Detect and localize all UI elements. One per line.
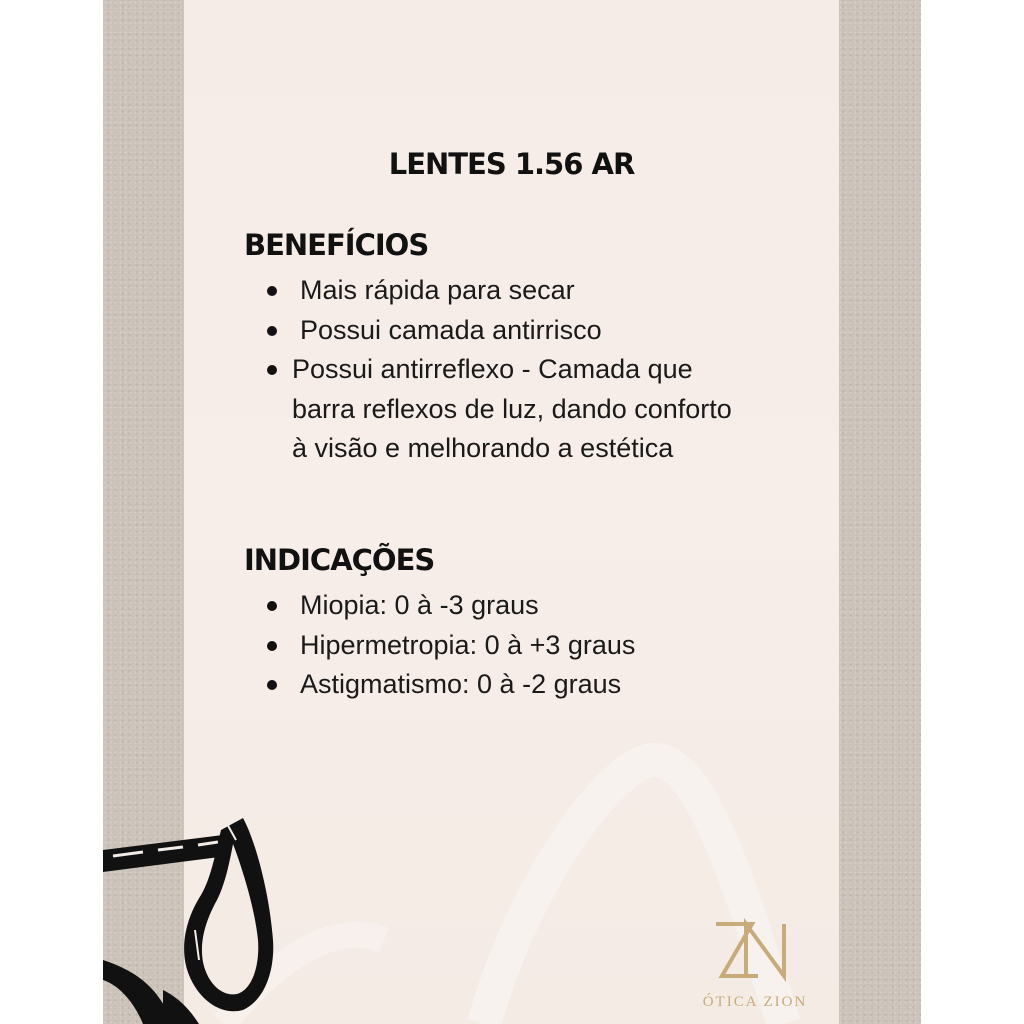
brand-logo — [700, 918, 810, 1018]
list-item — [262, 665, 782, 705]
brand-name: ÓTICA ZION — [702, 994, 808, 1010]
list-item-text: Mais rápida para secar — [300, 275, 575, 305]
list-item — [262, 311, 782, 351]
list-item — [262, 271, 782, 311]
zn-logo-icon — [708, 918, 792, 984]
list-item — [262, 350, 747, 469]
indicacoes-heading: INDICAÇÕES — [244, 543, 435, 577]
page-title: LENTES 1.56 AR — [388, 147, 635, 181]
beneficios-list — [262, 271, 782, 469]
list-item-text: Astigmatismo: 0 à -2 graus — [300, 669, 622, 699]
list-item — [262, 586, 782, 626]
eyeglasses-illustration — [103, 810, 283, 1024]
list-item-text: Hipermetropia: 0 à +3 graus — [300, 629, 636, 660]
list-item-text: Possui antirreflexo - Camada que barra reflexos de luz, dando conforto à visão e melhorando a estética — [292, 354, 732, 463]
list-item-text: Miopia: 0 à -3 graus — [300, 590, 539, 620]
beneficios-heading: BENEFÍCIOS — [244, 228, 429, 262]
list-item — [262, 626, 782, 666]
list-item-text: Possui camada antirrisco — [300, 314, 602, 345]
indicacoes-list — [262, 586, 782, 705]
